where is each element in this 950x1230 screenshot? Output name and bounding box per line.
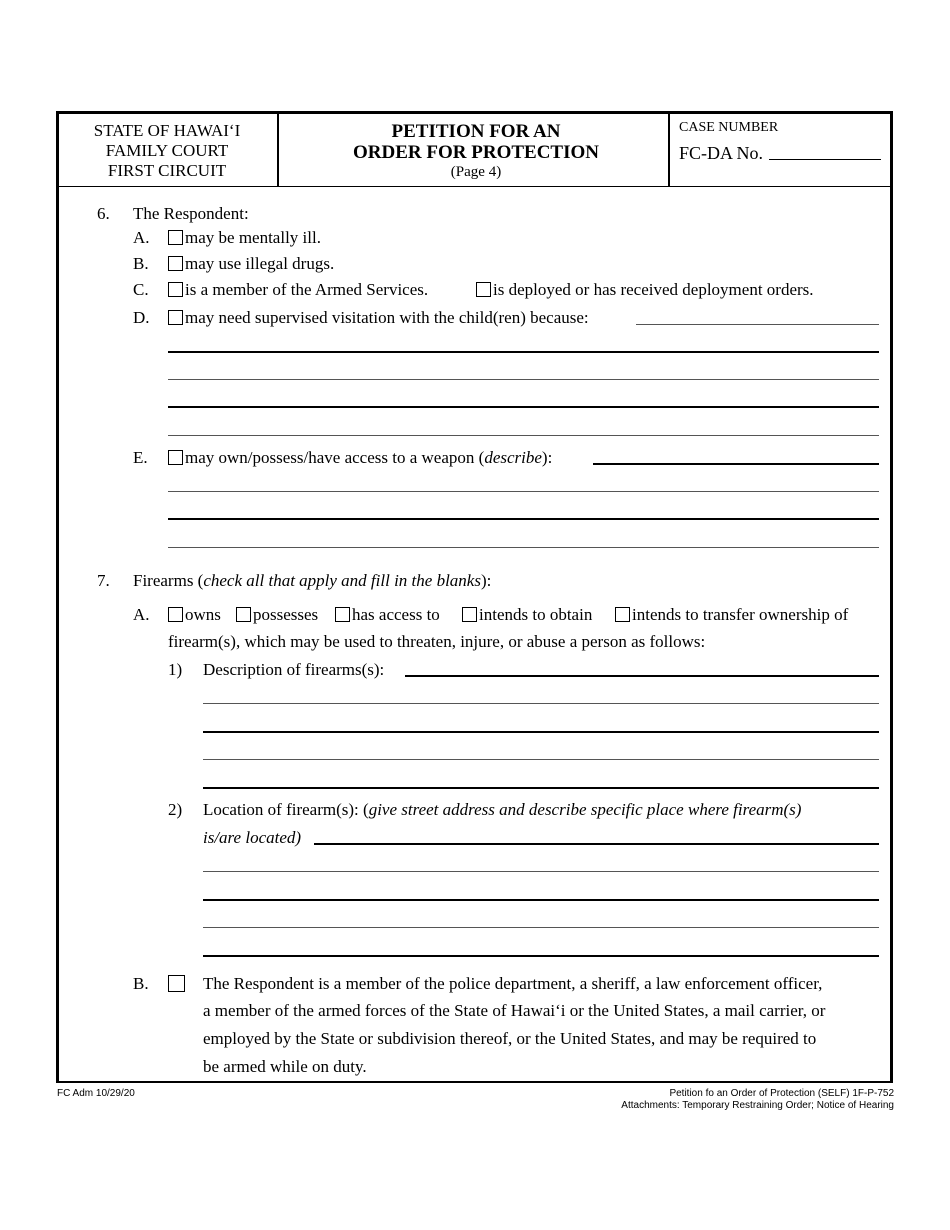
supervised-visitation-field[interactable] bbox=[636, 324, 879, 325]
section-7-number: 7. bbox=[97, 571, 110, 590]
answer-line[interactable] bbox=[203, 955, 879, 957]
intends-to-obtain-checkbox[interactable] bbox=[462, 607, 477, 622]
case-number-prefix: FC-DA No. bbox=[679, 143, 764, 163]
form-border-right bbox=[890, 111, 893, 1083]
item-7a-intends-obtain: intends to obtain bbox=[462, 605, 592, 625]
supervised-visitation-checkbox[interactable] bbox=[168, 310, 183, 325]
item-6c-armed-services: is a member of the Armed Services. bbox=[168, 280, 428, 300]
item-6b: may use illegal drugs. bbox=[168, 254, 334, 274]
form-revision: FC Adm 10/29/20 bbox=[57, 1088, 135, 1099]
form-border-top bbox=[56, 111, 893, 114]
court-name: STATE OF HAWAI‘I FAMILY COURT FIRST CIRCUIT bbox=[93, 121, 241, 180]
item-6c-letter: C. bbox=[133, 280, 149, 299]
answer-line[interactable] bbox=[168, 379, 879, 380]
item-7a1-label: Description of firearms(s): bbox=[203, 660, 385, 679]
answer-line[interactable] bbox=[168, 406, 879, 408]
section-6-number: 6. bbox=[97, 204, 110, 223]
case-number-label: CASE NUMBER bbox=[679, 120, 779, 135]
possesses-checkbox[interactable] bbox=[236, 607, 251, 622]
answer-line[interactable] bbox=[203, 927, 879, 928]
owns-checkbox[interactable] bbox=[168, 607, 183, 622]
item-6b-letter: B. bbox=[133, 254, 149, 273]
header-column-divider bbox=[277, 114, 279, 186]
item-6d: may need supervised visitation with the child(ren) because: bbox=[168, 308, 589, 328]
item-6a-letter: A. bbox=[133, 228, 150, 247]
form-border-bottom bbox=[56, 1081, 893, 1083]
answer-line[interactable] bbox=[168, 518, 879, 520]
item-7a-continuation: firearm(s), which may be used to threaten, injure, or abuse a person as follows: bbox=[168, 632, 706, 651]
section-6-intro: The Respondent: bbox=[133, 204, 249, 223]
answer-line[interactable] bbox=[203, 899, 879, 901]
law-enforcement-checkbox[interactable] bbox=[168, 975, 187, 995]
mentally-ill-checkbox[interactable] bbox=[168, 230, 183, 245]
section-7-intro: Firearms (check all that apply and fill in the blanks): bbox=[133, 571, 492, 590]
form-border-left bbox=[56, 111, 59, 1083]
illegal-drugs-checkbox[interactable] bbox=[168, 256, 183, 271]
item-7b-line2: a member of the armed forces of the State of Hawai‘i or the United States, a mail carrier, or bbox=[203, 1001, 826, 1020]
armed-services-checkbox[interactable] bbox=[168, 282, 183, 297]
item-7a-letter: A. bbox=[133, 605, 150, 624]
answer-line[interactable] bbox=[168, 491, 879, 492]
deployed-checkbox[interactable] bbox=[476, 282, 491, 297]
item-6e: may own/possess/have access to a weapon (describe): bbox=[168, 448, 552, 468]
item-7b-line4: be armed while on duty. bbox=[203, 1057, 367, 1076]
item-7a-intends-transfer: intends to transfer ownership of bbox=[615, 605, 848, 625]
answer-line[interactable] bbox=[168, 351, 879, 353]
answer-line[interactable] bbox=[168, 435, 879, 436]
item-7a-owns: owns bbox=[168, 605, 221, 625]
has-access-checkbox[interactable] bbox=[335, 607, 350, 622]
intends-to-transfer-checkbox[interactable] bbox=[615, 607, 630, 622]
form-footer-info: Petition fo an Order of Protection (SELF) 1F-P-752 Attachments: Temporary Restraining Order; Notice of Hearing bbox=[621, 1088, 894, 1111]
item-6e-letter: E. bbox=[133, 448, 148, 467]
item-7b-line1: The Respondent is a member of the police department, a sheriff, a law enforcement officer, bbox=[203, 974, 823, 993]
answer-line[interactable] bbox=[203, 731, 879, 733]
page-number: (Page 4) bbox=[450, 164, 502, 180]
item-7a2-label: Location of firearm(s): (give street address and describe specific place where firearm(s) bbox=[203, 800, 802, 819]
answer-line[interactable] bbox=[203, 871, 879, 872]
firearm-description-field[interactable] bbox=[405, 675, 879, 677]
answer-line[interactable] bbox=[168, 547, 879, 548]
item-6d-letter: D. bbox=[133, 308, 150, 327]
item-6c-deployed: is deployed or has received deployment orders. bbox=[476, 280, 814, 300]
firearm-location-field[interactable] bbox=[314, 843, 879, 845]
weapon-description-field[interactable] bbox=[593, 463, 879, 465]
form-title: PETITION FOR AN ORDER FOR PROTECTION bbox=[353, 121, 599, 163]
weapon-access-checkbox[interactable] bbox=[168, 450, 183, 465]
item-7a2-number: 2) bbox=[168, 800, 183, 819]
item-7b-letter: B. bbox=[133, 974, 149, 993]
answer-line[interactable] bbox=[203, 759, 879, 760]
item-7a-possesses: possesses bbox=[236, 605, 318, 625]
answer-line[interactable] bbox=[203, 787, 879, 789]
answer-line[interactable] bbox=[203, 703, 879, 704]
case-number-field[interactable] bbox=[769, 159, 881, 160]
item-6a: may be mentally ill. bbox=[168, 228, 321, 248]
item-7a2-label-cont: is/are located) bbox=[203, 828, 302, 847]
item-7b-line3: employed by the State or subdivision thereof, or the United States, and may be required to bbox=[203, 1029, 817, 1048]
item-7a-has-access: has access to bbox=[335, 605, 440, 625]
header-divider bbox=[56, 186, 893, 187]
item-7a1-number: 1) bbox=[168, 660, 183, 679]
